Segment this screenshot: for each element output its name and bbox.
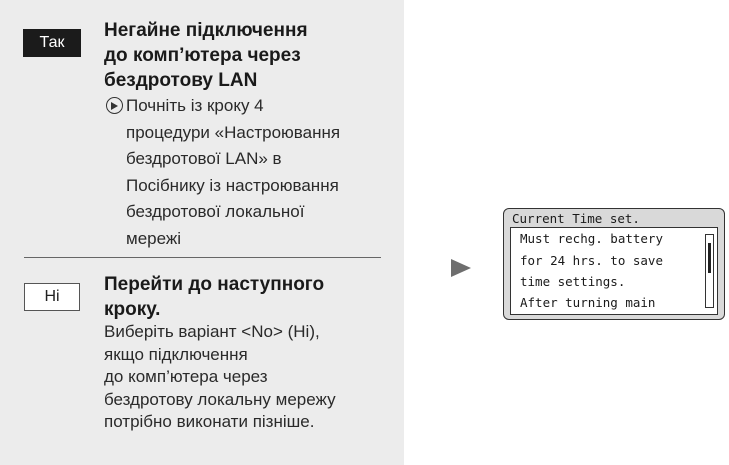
- yes-option-description: Почніть із кроку 4 процедури «Настроювання бездротової LAN» в Посібнику із настроювання бездротової локальної мережі: [126, 96, 341, 248]
- yes-button[interactable]: Так: [23, 29, 81, 57]
- no-option-heading: Перейти до наступного кроку.: [104, 274, 325, 320]
- display-scrollbar[interactable]: [705, 234, 714, 308]
- arrow-right-icon: [451, 259, 471, 277]
- yes-option-heading: Негайне підключення до комп’ютера через бездротову LAN: [104, 20, 308, 91]
- no-option-description: Виберіть варіант <No> (Ні), якщо підключення до комп’ютера через бездротову локальну мережу потрібно виконати пізніше.: [104, 322, 336, 431]
- no-button[interactable]: Ні: [24, 283, 80, 311]
- display-title: Current Time set.: [512, 211, 640, 226]
- display-message-line: for 24 hrs. to save: [520, 253, 663, 268]
- device-display: [503, 208, 725, 320]
- display-message-box: [510, 227, 718, 315]
- display-message-line: After turning main: [520, 295, 656, 310]
- scrollbar-thumb[interactable]: [708, 243, 712, 273]
- display-message-line: Must rechg. battery: [520, 231, 663, 246]
- arrow-circle-icon: [106, 97, 123, 114]
- divider: [24, 257, 381, 258]
- display-message-line: time settings.: [520, 274, 626, 289]
